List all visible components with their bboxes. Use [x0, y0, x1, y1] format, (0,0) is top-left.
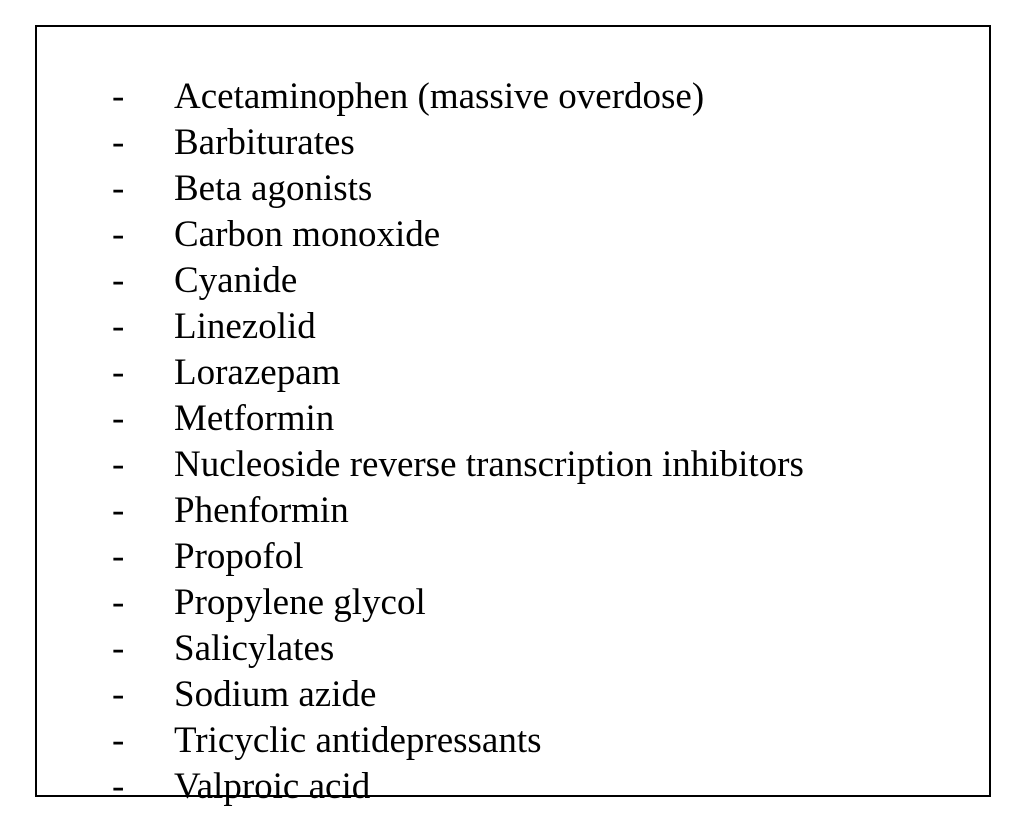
list-item-label: Propofol [174, 536, 304, 577]
list-item-label: Sodium azide [174, 674, 377, 715]
list-item [37, 626, 989, 672]
dash-bullet: - [112, 122, 125, 163]
dash-bullet: - [112, 674, 125, 715]
dash-bullet: - [112, 490, 125, 531]
list-item-label: Carbon monoxide [174, 214, 441, 255]
list-item [37, 534, 989, 580]
dash-bullet: - [112, 720, 125, 761]
list-item-label: Propylene glycol [174, 582, 426, 623]
list-item [37, 396, 989, 442]
list-item-label: Lorazepam [174, 352, 341, 393]
list-item-label: Barbiturates [174, 122, 355, 163]
list-item [37, 580, 989, 626]
list-item-label: Nucleoside reverse transcription inhibitors [174, 444, 804, 485]
dash-bullet: - [112, 352, 125, 393]
list-item [37, 350, 989, 396]
list-item [37, 488, 989, 534]
list-item-label: Metformin [174, 398, 335, 439]
list-item [37, 442, 989, 488]
list-item [37, 120, 989, 166]
list-item [37, 74, 989, 120]
list-item-label: Acetaminophen (massive overdose) [174, 76, 705, 117]
list-item-label: Tricyclic antidepressants [174, 720, 542, 761]
dash-bullet: - [112, 214, 125, 255]
list-item-label: Salicylates [174, 628, 335, 669]
dash-bullet: - [112, 766, 125, 807]
list-item [37, 166, 989, 212]
dash-bullet: - [112, 628, 125, 669]
dash-bullet: - [112, 306, 125, 347]
list-item [37, 672, 989, 718]
list-item [37, 764, 989, 810]
dash-bullet: - [112, 260, 125, 301]
list-item [37, 258, 989, 304]
list-item [37, 304, 989, 350]
list-item-label: Phenformin [174, 490, 349, 531]
dash-bullet: - [112, 168, 125, 209]
list-item [37, 718, 989, 764]
list-item-label: Valproic acid [174, 766, 371, 807]
dash-bullet: - [112, 582, 125, 623]
list-item [37, 212, 989, 258]
dash-bullet: - [112, 398, 125, 439]
dash-bullet: - [112, 536, 125, 577]
dash-bullet: - [112, 444, 125, 485]
dash-bullet: - [112, 76, 125, 117]
drug-list-box [35, 25, 991, 807]
list-item-label: Beta agonists [174, 168, 373, 209]
list-item-label: Cyanide [174, 260, 298, 301]
list-item-label: Linezolid [174, 306, 316, 347]
drug-list [37, 74, 989, 810]
